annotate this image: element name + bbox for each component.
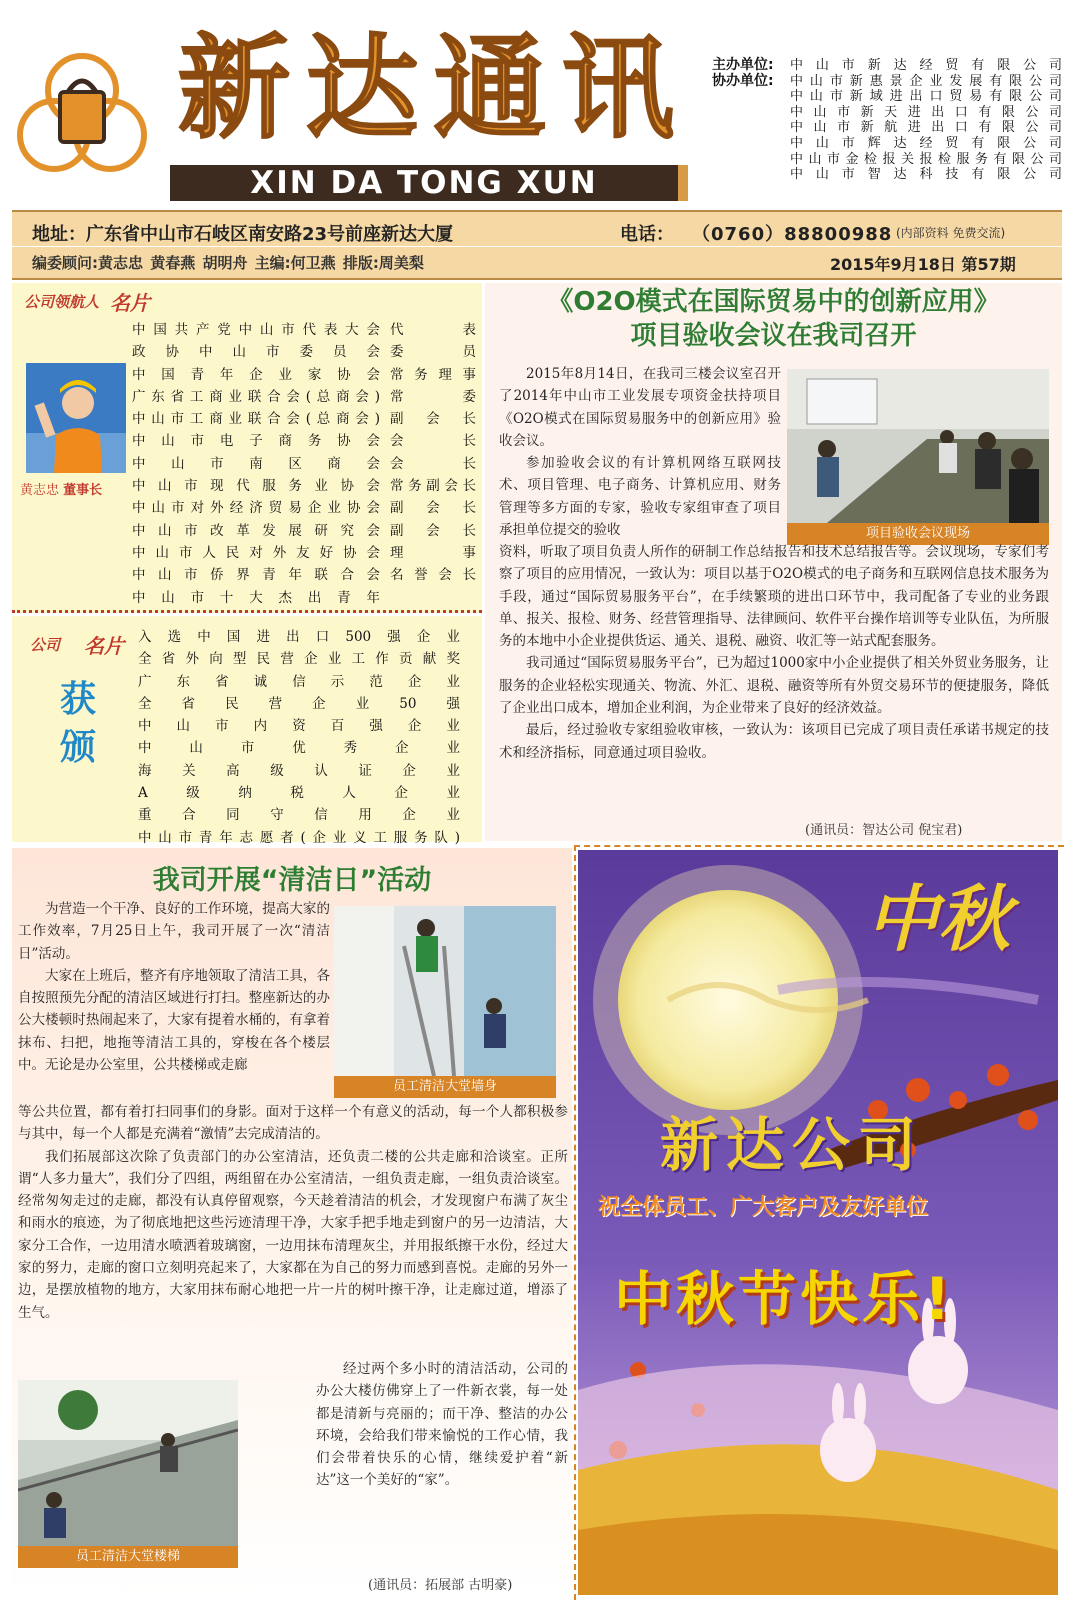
sponsor-name: 中山市新达经贸有限公司 bbox=[790, 58, 1062, 73]
organizer-list bbox=[712, 58, 1062, 183]
address: 地址：广东省中山市石岐区南安路23号前座新达大厦 bbox=[32, 224, 454, 245]
leader-card bbox=[12, 283, 482, 613]
o2o-article bbox=[485, 283, 1062, 841]
leader-heading-card: 名片 bbox=[110, 291, 150, 315]
article-body: 为营造一个干净、良好的工作环境，提高大家的工作效率，7月25日上午，我司开展了一次“清洁日”活动。 大家在上班后，整齐有序地领取了清洁工具，各自按照预先分配的清洁区域进行打扫。整座新达的办公大楼顿时热闹起来了，大家有提着水桶的，有拿着抹布、扫把，地拖等清洁工具的，穿梭在各个楼层中。无论是办公室里，公共楼梯或走廊 bbox=[18, 901, 330, 1074]
article-subtitle: 项目验收会议在我司召开 bbox=[630, 321, 917, 351]
awards-list bbox=[138, 626, 460, 849]
sponsor-label: 主办单位: bbox=[712, 57, 774, 73]
award-item: 重合同守信用企业 bbox=[138, 807, 460, 824]
award-item: 中山市内资百强企业 bbox=[138, 718, 460, 735]
poster-wish: 祝全体员工、广大客户及友好单位 bbox=[598, 1195, 929, 1220]
article-title: 《O2O模式在国际贸易中的创新应用》 bbox=[547, 287, 1000, 317]
co-sponsor-name: 中山市新域进出口贸易有限公司 bbox=[790, 89, 1062, 105]
article-body: 2015年8月14日，在我司三楼会议室召开了2014年中山市工业发展专项资金扶持项目《O2O模式在国际贸易服务中的创新应用》验收会议。 参加验收会议的有计算机网络互联网技术、项目管理、电子商务、计算机应用、财务管理等多方面的专家，验收专家组审查了项目承担单位提交的验收 bbox=[499, 366, 781, 539]
editorial-staff: 编委顾问:黄志忠 黄春燕 胡明舟 主编:何卫燕 排版:周美梨 bbox=[32, 254, 424, 272]
award-item: 全省民营企业50强 bbox=[138, 695, 460, 712]
cleaning-stairs-photo bbox=[18, 1380, 238, 1546]
cleaning-stairs-caption: 员工清洁大堂楼梯 bbox=[18, 1546, 238, 1568]
role-row: 政协中山市委员会 委员 bbox=[132, 344, 476, 361]
issue-date: 2015年9月18日 第57期 bbox=[830, 255, 1016, 274]
award-item: 广东省诚信示范企业 bbox=[138, 673, 460, 690]
co-sponsor-name: 中山市新天进出口有限公司 bbox=[790, 104, 1062, 120]
phone-number: （0760）88800988 bbox=[692, 224, 893, 245]
role-row: 中山市侨界青年联合会 名誉会长 bbox=[132, 567, 476, 584]
newsletter-title-pinyin: XIN DA TONG XUN bbox=[170, 165, 688, 201]
mid-autumn-poster bbox=[578, 850, 1058, 1595]
cleaning-article bbox=[12, 848, 572, 1600]
leader-name: 黄志忠 bbox=[20, 483, 60, 498]
award-item: 海关高级认证企业 bbox=[138, 762, 460, 779]
role-row: 中山市工商业联合会(总商会) 副会长 bbox=[132, 411, 476, 428]
article-body: 经过两个多小时的清洁活动，公司的办公大楼仿佛穿上了一件新衣裳，每一处都是清新与亮丽的；而干净、整洁的办公环境，会给我们带来愉悦的工作心情，我们会带着快乐的心情，继续爱护着“新达”这一个美好的“家”。 bbox=[316, 1361, 568, 1489]
article-credit: (通讯员：拓展部 古明豪) bbox=[368, 1578, 513, 1593]
co-sponsor-name: 中山市金检报关报检服务有限公司 bbox=[790, 151, 1062, 167]
divider bbox=[12, 246, 1062, 247]
awards-heading: 公司 bbox=[30, 636, 61, 654]
info-bar bbox=[12, 210, 1062, 280]
role-row: 中山市十大杰出青年 bbox=[132, 589, 380, 606]
leader-title: 董事长 bbox=[63, 483, 103, 498]
article-body: 资料，听取了项目负责人所作的研制工作总结报告和技术总结报告等。会议现场，专家们考察了项目的应用情况，一致认为：项目以基于O2O模式的电子商务和互联网信息技术服务为手段，通过“国际贸易服务平台”，在手续繁琐的进出口环节中，我司配备了专业的业务跟单、报关、报检、财务、经营管理指导、法律顾问、软件平台操作培训等专业队伍，为所服务的本地中小企业提供货运、通关、退税、融资、收汇等一站式配套服务。 我司通过“国际贸易服务平台”，已为超过1000家中小企业提供了相关外贸业务服务，让服务的企业轻松实现通关、物流、外汇、退税、融资等所有外贸交易环节的便捷服务，降低了企业出口成本，增加企业利润，为企业带来了良好的经济效益。 最后，经过验收专家组验收审核，一致认为：该项目已完成了项目责任承诺书规定的技术和经济指标，同意通过项目验收。 bbox=[499, 544, 1049, 761]
awards-card bbox=[12, 616, 482, 846]
role-row: 中山市电子商务协会 会长 bbox=[132, 433, 476, 450]
role-row: 中山市南区商会 会长 bbox=[132, 455, 476, 472]
awards-big-label: 获 颁 bbox=[59, 679, 96, 768]
cleaning-wall-caption: 员工清洁大堂墙身 bbox=[334, 1076, 556, 1098]
role-row: 中山市对外经济贸易企业协会 副会长 bbox=[132, 500, 476, 517]
co-sponsor-name: 中山市辉达经贸有限公司 bbox=[790, 135, 1062, 151]
leader-photo bbox=[26, 363, 126, 473]
poster-company: 新达公司 bbox=[660, 1111, 925, 1179]
co-sponsor-name: 中山市新航进出口有限公司 bbox=[790, 120, 1062, 136]
internal-note: (内部资料 免费交流) bbox=[896, 226, 1006, 240]
role-row: 中国青年企业家协会 常务理事 bbox=[132, 366, 476, 383]
role-row: 中山市改革发展研究会 副会长 bbox=[132, 522, 476, 539]
award-item: A级纳税人企业 bbox=[138, 785, 460, 802]
newsletter-title: 新达通讯 bbox=[178, 24, 690, 154]
poster-greeting: 中秋节快乐! bbox=[614, 1265, 955, 1333]
leader-caption bbox=[20, 479, 102, 498]
leader-heading: 公司领航人 bbox=[24, 293, 100, 311]
meeting-photo-caption: 项目验收会议现场 bbox=[787, 523, 1049, 545]
article-title: 我司开展“清洁日”活动 bbox=[152, 865, 432, 896]
co-sponsor-name: 中山市智达科技有限公司 bbox=[790, 167, 1062, 183]
role-row: 广东省工商业联合会(总商会) 常委 bbox=[132, 388, 476, 405]
cleaning-wall-photo bbox=[334, 906, 556, 1076]
award-item: 中山市青年志愿者(企业义工服务队) bbox=[138, 829, 460, 846]
awards-heading-card: 名片 bbox=[84, 634, 124, 658]
award-item: 入选中国进出口500强企业 bbox=[138, 629, 460, 645]
award-item: 中山市优秀企业 bbox=[138, 740, 460, 757]
role-row: 中国共产党中山市代表大会 代表 bbox=[132, 322, 476, 338]
company-logo bbox=[12, 40, 152, 180]
phone-label: 电话： bbox=[620, 224, 674, 245]
co-sponsor-name: 中山市新惠景企业发展有限公司 bbox=[790, 73, 1062, 89]
article-body: 等公共位置，都有着打扫同事们的身影。面对于这样一个有意义的活动，每一个人都积极参与其中，每一个人都是充满着“激情”去完成清洁的。 我们拓展部这次除了负责部门的办公室清洁，还负责二楼的公共走廊和洽谈室。正所谓“人多力量大”，我们分了四组，两组留在办公室清洁，一组负责走廊，一组负责洽谈室。经常匆匆走过的走廊，都没有认真停留观察，今天趁着清洁的机会，才发现窗户布满了灰尘和雨水的痕迹，为了彻底地把这些污迹清理干净，大家手把手地走到窗户的另一边清洁，大家分工合作，一边用清水喷洒着玻璃窗，一边用抹布清理灰尘，并用报纸擦干水份，经过大家的努力，走廊的窗口立刻明亮起来了，大家都在为自己的努力而感到喜悦。走廊的另外一边，是摆放植物的地方，大家用抹布耐心地把一片一片的树叶擦干净，让走廊过道，增添了生气。 bbox=[18, 1104, 568, 1321]
award-item: 全省外向型民营企业工作贡献奖 bbox=[138, 651, 460, 668]
article-credit: (通讯员：智达公司 倪宝君) bbox=[805, 823, 963, 838]
role-row: 中山市现代服务业协会 常务副会长 bbox=[132, 478, 476, 495]
leader-roles bbox=[132, 319, 476, 609]
co-sponsor-label: 协办单位: bbox=[712, 72, 774, 89]
poster-headline: 中秋 bbox=[866, 876, 1011, 961]
role-row: 中山市人民对外友好协会 理事 bbox=[132, 544, 476, 561]
meeting-photo bbox=[787, 369, 1049, 523]
